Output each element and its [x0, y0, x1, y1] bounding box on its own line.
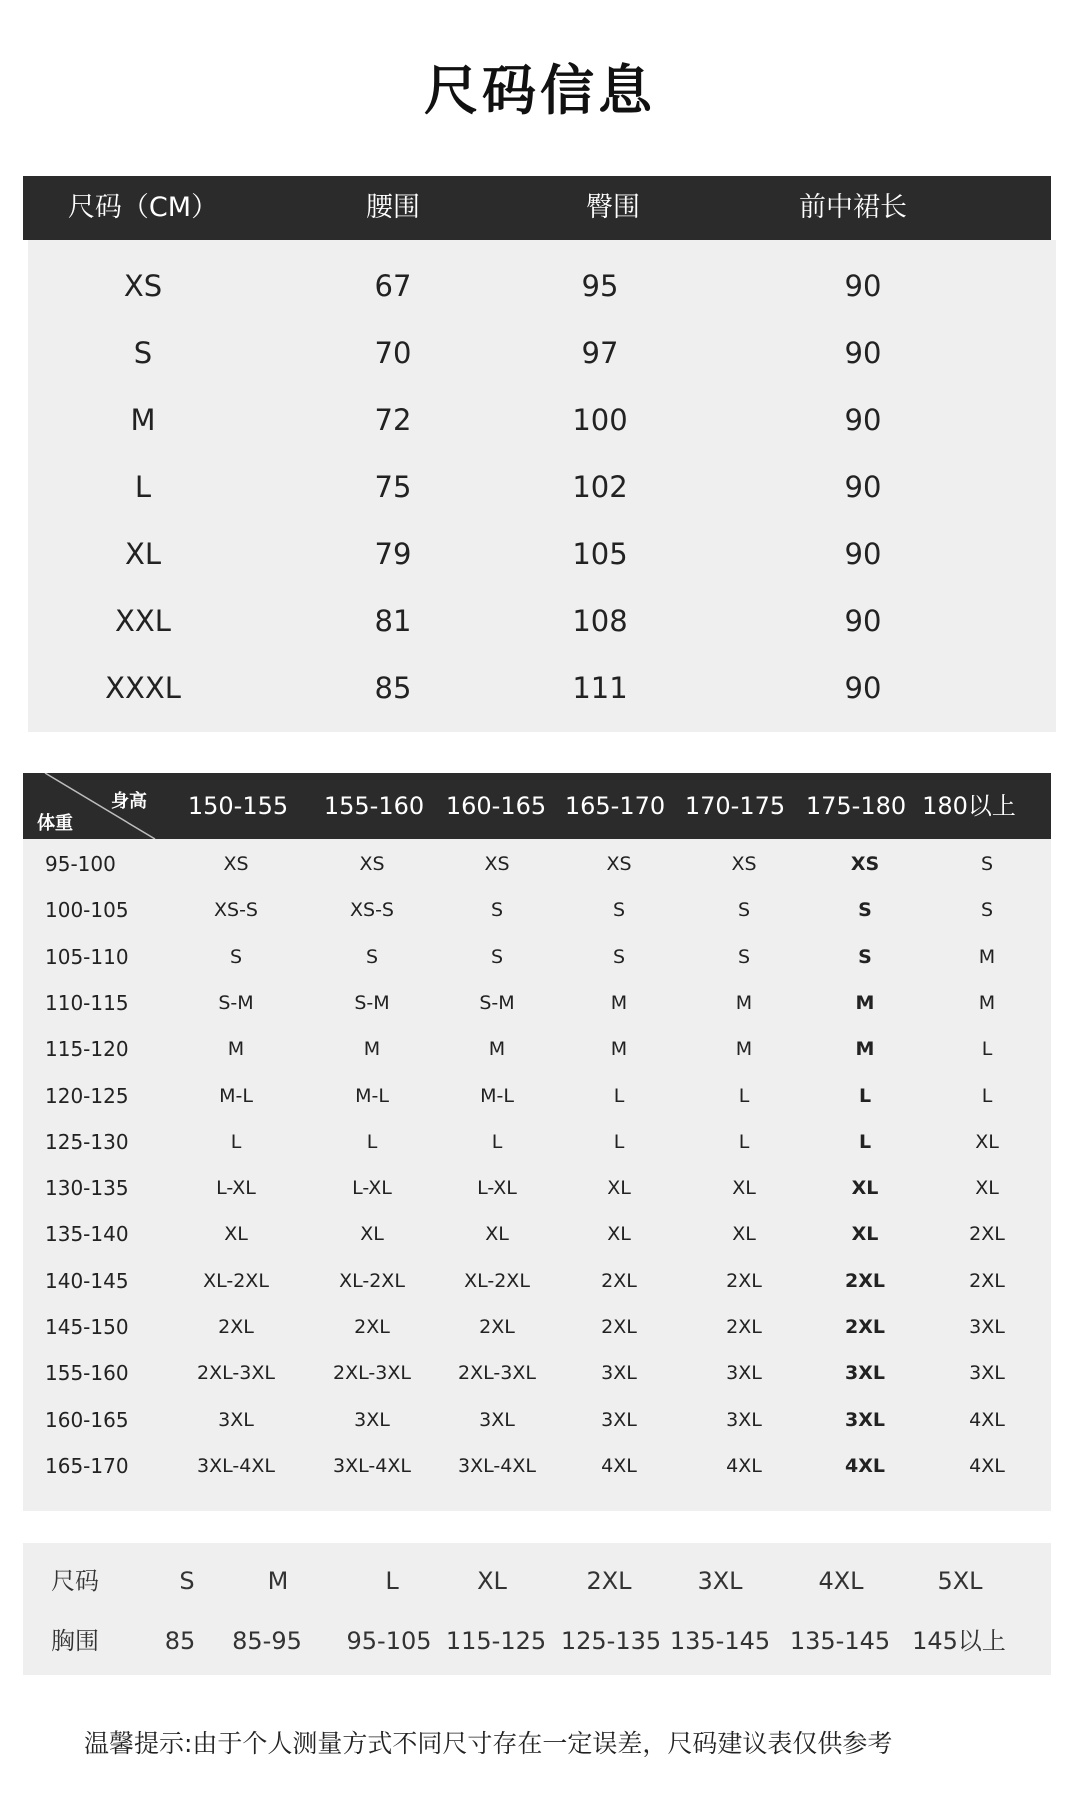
- recommended-size-cell: S: [737, 945, 751, 968]
- chest-size-cell: M: [267, 1567, 289, 1595]
- recommended-size-cell: M: [855, 1038, 875, 1061]
- recommended-size-cell: 2XL-3XL: [458, 1362, 536, 1385]
- recommended-size-cell: M: [735, 991, 753, 1014]
- recommended-size-cell: 3XL: [845, 1362, 885, 1385]
- hip-cell: 100: [572, 403, 628, 437]
- recommended-size-cell: 3XL-4XL: [197, 1454, 275, 1477]
- recommended-size-cell: XL: [975, 1130, 999, 1153]
- recommend-row: [23, 1397, 1051, 1443]
- recommended-size-cell: L: [738, 1130, 750, 1153]
- corner-weight-label: 体重: [37, 813, 73, 834]
- recommended-size-cell: 3XL: [969, 1362, 1005, 1385]
- waist-cell: 70: [374, 336, 412, 370]
- weight-range-label: 95-100: [45, 852, 116, 876]
- size-cell: XXXL: [105, 671, 181, 705]
- recommended-size-cell: 2XL: [845, 1269, 885, 1292]
- recommended-size-cell: XS: [484, 853, 510, 875]
- recommended-size-cell: L: [366, 1130, 378, 1153]
- measurement-table-body: [28, 240, 1056, 732]
- recommended-size-cell: S: [229, 945, 243, 968]
- recommend-row: [23, 1304, 1051, 1350]
- recommended-size-cell: L-XL: [477, 1177, 517, 1200]
- chest-value-cell: 115-125: [445, 1627, 547, 1655]
- chest-size-row-label: 尺码: [51, 1567, 99, 1595]
- recommended-size-cell: XL: [851, 1177, 879, 1200]
- recommended-size-cell: M: [978, 945, 996, 968]
- recommended-size-cell: L: [981, 1084, 993, 1107]
- recommended-size-cell: 2XL: [601, 1269, 637, 1292]
- header-skirt-length: 前中裙长: [799, 192, 907, 223]
- recommended-size-cell: M: [978, 991, 996, 1014]
- recommended-size-cell: S: [858, 945, 872, 968]
- height-range-header: 170-175: [684, 792, 786, 820]
- chest-size-cell: 2XL: [586, 1567, 632, 1595]
- height-range-header: 165-170: [564, 792, 666, 820]
- recommended-size-cell: L: [738, 1084, 750, 1107]
- recommended-size-cell: 3XL: [601, 1362, 637, 1385]
- recommended-size-cell: L: [491, 1130, 503, 1153]
- waist-cell: 79: [374, 537, 412, 571]
- recommended-size-cell: 3XL: [845, 1408, 885, 1431]
- recommended-size-cell: XL: [851, 1223, 879, 1246]
- size-cell: XXL: [115, 604, 171, 638]
- chest-table: [23, 1543, 1051, 1675]
- recommend-table-body: [23, 839, 1051, 1511]
- skirt-length-cell: 90: [844, 269, 882, 303]
- weight-range-label: 120-125: [45, 1083, 129, 1108]
- measurement-row: [28, 534, 1056, 574]
- hip-cell: 111: [572, 671, 628, 705]
- recommended-size-cell: L: [613, 1130, 625, 1153]
- recommended-size-cell: L-XL: [352, 1177, 392, 1200]
- page-title: 尺码信息: [424, 59, 656, 122]
- recommended-size-cell: XS: [606, 853, 632, 875]
- recommended-size-cell: XL: [975, 1177, 999, 1200]
- weight-range-label: 100-105: [45, 898, 129, 923]
- measurement-row: [28, 333, 1056, 373]
- chest-value-cell: 85-95: [232, 1627, 302, 1655]
- recommended-size-cell: XS-S: [214, 899, 258, 922]
- waist-cell: 67: [374, 269, 412, 303]
- recommend-table-header: [23, 773, 1051, 839]
- height-range-header: 180以上: [922, 792, 1016, 820]
- recommended-size-cell: L: [613, 1084, 625, 1107]
- recommended-size-cell: 4XL: [726, 1454, 762, 1477]
- corner-height-label: 身高: [111, 791, 147, 812]
- size-cell: XL: [124, 537, 162, 571]
- recommend-row: [23, 1443, 1051, 1489]
- recommended-size-cell: M: [610, 991, 628, 1014]
- hip-cell: 105: [572, 537, 628, 571]
- chest-value-cell: 135-145: [789, 1627, 891, 1655]
- recommended-size-cell: XS: [850, 853, 880, 875]
- waist-cell: 72: [374, 403, 412, 437]
- weight-range-label: 125-130: [45, 1129, 129, 1154]
- measurement-row: [28, 601, 1056, 641]
- skirt-length-cell: 90: [844, 336, 882, 370]
- waist-cell: 85: [374, 671, 412, 705]
- recommended-size-cell: 2XL-3XL: [197, 1362, 275, 1385]
- recommended-size-cell: S-M: [479, 991, 515, 1014]
- hip-cell: 102: [572, 470, 628, 504]
- skirt-length-cell: 90: [844, 470, 882, 504]
- recommended-size-cell: M-L: [219, 1084, 253, 1107]
- recommended-size-cell: M: [855, 991, 875, 1014]
- recommended-size-cell: 4XL: [601, 1454, 637, 1477]
- recommended-size-cell: XL-2XL: [464, 1269, 530, 1292]
- chest-value-row-label: 胸围: [51, 1627, 99, 1655]
- chest-value-cell: 85: [164, 1627, 196, 1655]
- recommended-size-cell: M: [610, 1038, 628, 1061]
- measurement-row: [28, 668, 1056, 708]
- recommended-size-cell: XS: [359, 853, 385, 875]
- weight-range-label: 145-150: [45, 1315, 129, 1339]
- recommend-row: [23, 1165, 1051, 1211]
- chest-value-row: [23, 1621, 1051, 1661]
- chest-value-cell: 135-145: [669, 1627, 771, 1655]
- chest-size-cell: 4XL: [818, 1567, 864, 1595]
- recommended-size-cell: 3XL-4XL: [333, 1454, 411, 1477]
- recommended-size-cell: 3XL: [218, 1408, 254, 1431]
- recommended-size-cell: 2XL: [726, 1269, 762, 1292]
- chest-size-cell: L: [385, 1567, 399, 1595]
- recommended-size-cell: S: [490, 899, 504, 922]
- measurement-row: [28, 266, 1056, 306]
- header-hip: 臀围: [586, 192, 640, 223]
- weight-range-label: 105-110: [45, 944, 129, 969]
- header-size: 尺码（CM）: [67, 192, 219, 223]
- recommended-size-cell: L: [858, 1084, 872, 1107]
- weight-range-label: 155-160: [45, 1361, 129, 1386]
- recommended-size-cell: 2XL-3XL: [333, 1362, 411, 1385]
- hip-cell: 97: [581, 336, 619, 370]
- chest-size-row: [23, 1561, 1051, 1601]
- weight-range-label: 110-115: [45, 990, 129, 1015]
- recommended-size-cell: XL: [485, 1223, 509, 1246]
- recommended-size-cell: 4XL: [969, 1408, 1005, 1431]
- recommended-size-cell: M: [735, 1038, 753, 1061]
- header-waist: 腰围: [366, 192, 420, 223]
- skirt-length-cell: 90: [844, 403, 882, 437]
- recommended-size-cell: 2XL: [969, 1223, 1005, 1246]
- recommended-size-cell: S: [980, 853, 994, 875]
- recommended-size-cell: 3XL: [969, 1316, 1005, 1338]
- chest-value-cell: 125-135: [560, 1627, 662, 1655]
- skirt-length-cell: 90: [844, 671, 882, 705]
- recommend-row: [23, 841, 1051, 887]
- recommended-size-cell: S: [980, 899, 994, 922]
- recommended-size-cell: 3XL: [479, 1408, 515, 1431]
- recommended-size-cell: S-M: [354, 991, 390, 1014]
- measurement-row: [28, 400, 1056, 440]
- chest-size-cell: S: [179, 1567, 195, 1595]
- recommend-row: [23, 1258, 1051, 1304]
- recommended-size-cell: 3XL: [354, 1408, 390, 1431]
- recommended-size-cell: S: [612, 945, 626, 968]
- weight-range-label: 130-135: [45, 1176, 129, 1201]
- measurement-row: [28, 467, 1056, 507]
- recommend-row: [23, 887, 1051, 933]
- recommend-row: [23, 980, 1051, 1026]
- chest-value-cell: 95-105: [346, 1627, 432, 1655]
- recommended-size-cell: S: [737, 899, 751, 922]
- recommended-size-cell: S-M: [218, 991, 254, 1014]
- height-range-header: 175-180: [805, 792, 907, 820]
- chest-size-cell: XL: [477, 1567, 507, 1595]
- recommended-size-cell: 2XL: [479, 1316, 515, 1338]
- recommended-size-cell: M-L: [355, 1084, 389, 1107]
- recommended-size-cell: L: [230, 1130, 242, 1153]
- height-range-header: 150-155: [187, 792, 289, 820]
- recommended-size-cell: XS: [223, 853, 249, 875]
- recommended-size-cell: 3XL: [726, 1362, 762, 1385]
- waist-cell: 81: [374, 604, 412, 638]
- recommended-size-cell: XL-2XL: [203, 1269, 269, 1292]
- recommended-size-cell: 2XL: [601, 1316, 637, 1338]
- hip-cell: 95: [581, 269, 619, 303]
- weight-range-label: 140-145: [45, 1268, 129, 1293]
- recommended-size-cell: XL-2XL: [339, 1269, 405, 1292]
- waist-cell: 75: [374, 470, 412, 504]
- recommended-size-cell: XL: [360, 1223, 384, 1246]
- recommended-size-cell: 3XL: [601, 1408, 637, 1431]
- size-cell: L: [134, 470, 152, 504]
- recommended-size-cell: XL: [732, 1223, 756, 1246]
- chest-size-cell: 5XL: [937, 1567, 983, 1595]
- recommend-row: [23, 1350, 1051, 1396]
- chest-value-cell: 145以上: [912, 1627, 1006, 1655]
- recommended-size-cell: 2XL: [354, 1316, 390, 1338]
- recommended-size-cell: XL: [732, 1177, 756, 1200]
- recommended-size-cell: 3XL-4XL: [458, 1454, 536, 1477]
- measurement-table-header: [23, 176, 1051, 240]
- recommend-row: [23, 1073, 1051, 1119]
- recommended-size-cell: XL: [607, 1223, 631, 1246]
- weight-range-label: 115-120: [45, 1037, 129, 1062]
- size-cell: S: [133, 336, 153, 370]
- skirt-length-cell: 90: [844, 537, 882, 571]
- recommend-row: [23, 1026, 1051, 1072]
- recommended-size-cell: L: [981, 1038, 993, 1061]
- recommended-size-cell: 3XL: [726, 1408, 762, 1431]
- recommended-size-cell: S: [490, 945, 504, 968]
- recommend-row: [23, 1119, 1051, 1165]
- recommended-size-cell: 4XL: [845, 1454, 885, 1477]
- recommended-size-cell: M: [227, 1038, 245, 1061]
- recommended-size-cell: L: [858, 1130, 872, 1153]
- recommended-size-cell: S: [858, 899, 872, 922]
- height-range-header: 155-160: [323, 792, 425, 820]
- hip-cell: 108: [572, 604, 628, 638]
- recommended-size-cell: 2XL: [845, 1316, 885, 1338]
- recommended-size-cell: 2XL: [218, 1316, 254, 1338]
- skirt-length-cell: 90: [844, 604, 882, 638]
- recommended-size-cell: L-XL: [216, 1177, 256, 1200]
- recommended-size-cell: 2XL: [969, 1269, 1005, 1292]
- recommended-size-cell: S: [365, 945, 379, 968]
- weight-range-label: 160-165: [45, 1407, 129, 1432]
- recommended-size-cell: 2XL: [726, 1316, 762, 1338]
- recommended-size-cell: 4XL: [969, 1454, 1005, 1477]
- recommended-size-cell: XL: [607, 1177, 631, 1200]
- recommend-row: [23, 934, 1051, 980]
- weight-range-label: 165-170: [45, 1453, 129, 1478]
- weight-range-label: 135-140: [45, 1222, 129, 1247]
- recommended-size-cell: M: [363, 1038, 381, 1061]
- height-range-header: 160-165: [445, 792, 547, 820]
- recommended-size-cell: XL: [224, 1223, 248, 1246]
- size-cell: XS: [123, 269, 163, 303]
- chest-size-cell: 3XL: [697, 1567, 743, 1595]
- recommended-size-cell: XS: [731, 853, 757, 875]
- recommend-row: [23, 1211, 1051, 1257]
- size-note: 温馨提示:由于个人测量方式不同尺寸存在一定误差，尺码建议表仅供参考: [84, 1729, 893, 1758]
- recommended-size-cell: S: [612, 899, 626, 922]
- size-cell: M: [130, 403, 156, 437]
- recommended-size-cell: M-L: [480, 1084, 514, 1107]
- recommended-size-cell: M: [488, 1038, 506, 1061]
- recommended-size-cell: XS-S: [350, 899, 394, 922]
